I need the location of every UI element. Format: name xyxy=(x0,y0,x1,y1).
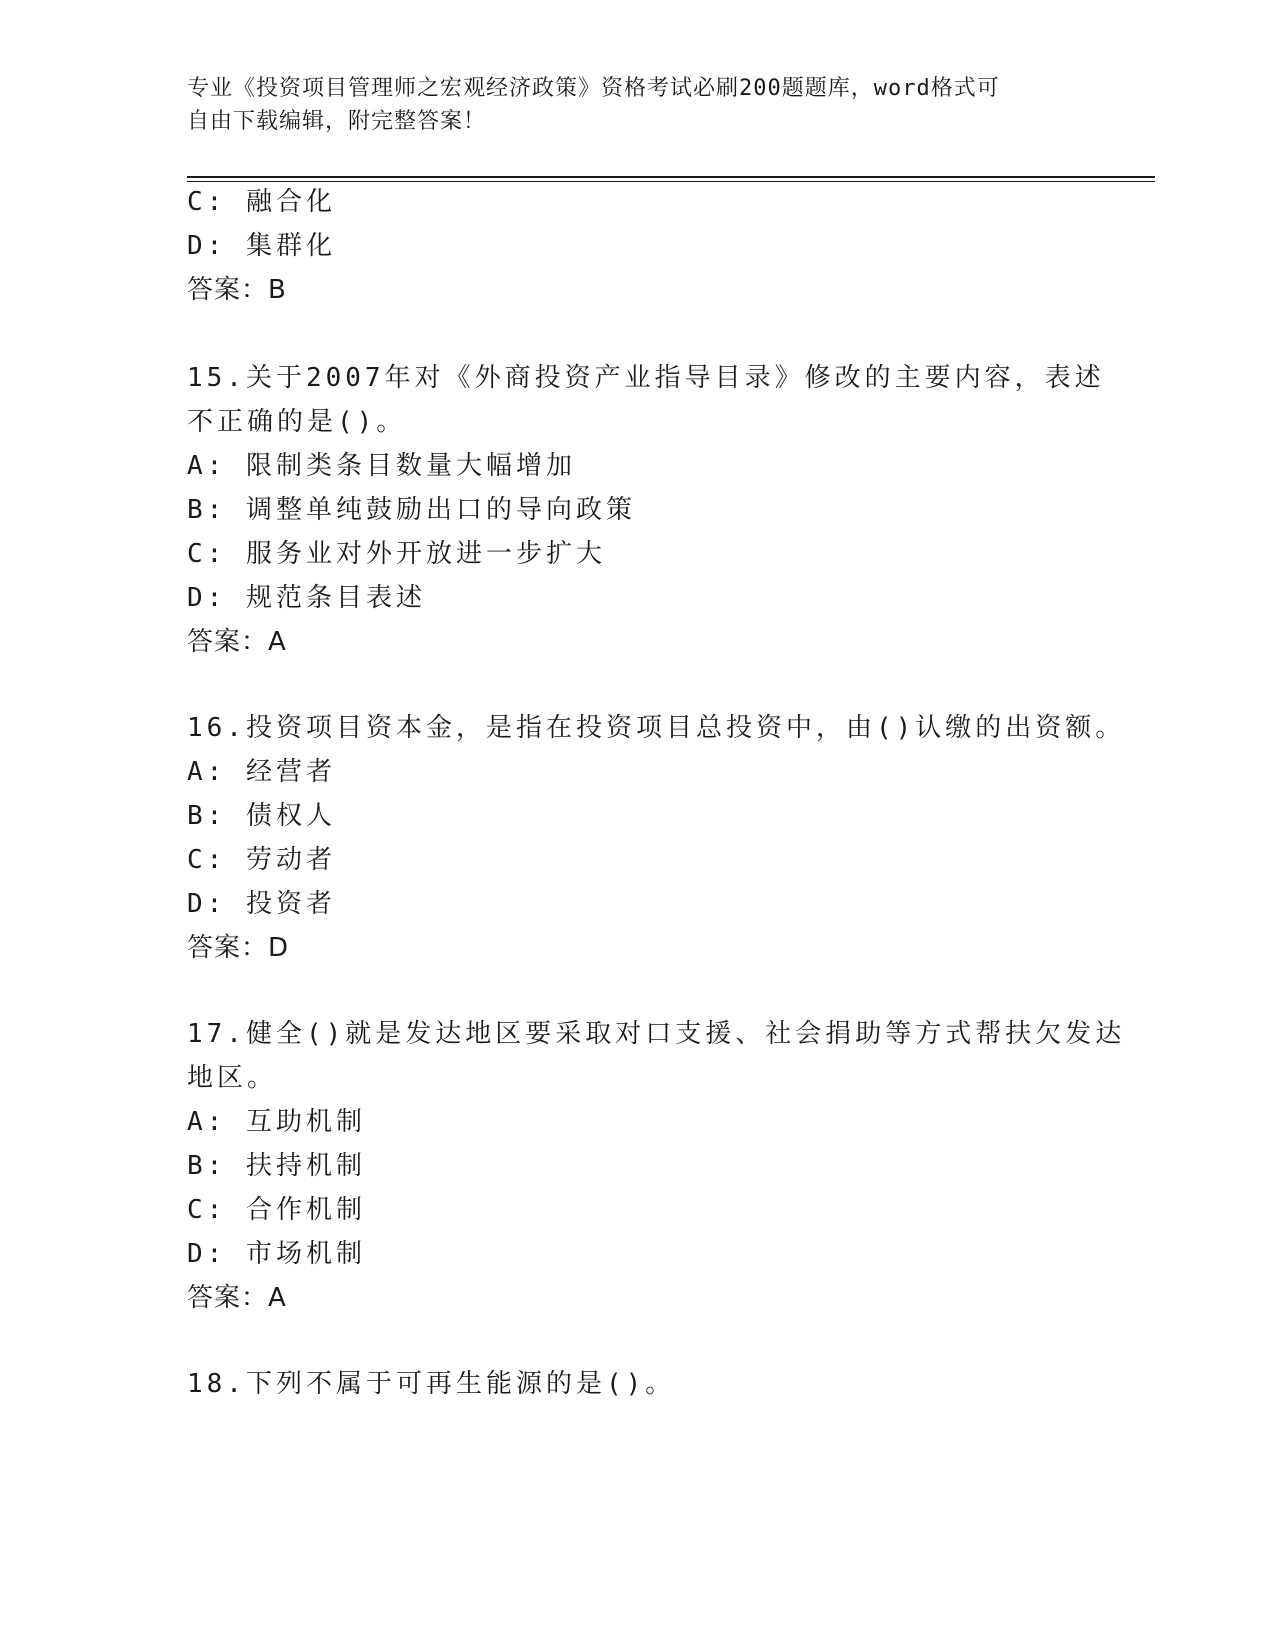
page-header xyxy=(187,72,1067,138)
q16-option-b: B: 债权人 xyxy=(187,801,336,831)
q15-option-a: A: 限制类条目数量大幅增加 xyxy=(187,451,576,481)
q15-option-b: B: 调整单纯鼓励出口的导向政策 xyxy=(187,495,636,525)
q18-stem-line-1: 18.下列不属于可再生能源的是()。 xyxy=(187,1369,676,1399)
q16-stem-line-1: 16.投资项目资本金，是指在投资项目总投资中，由()认缴的出资额。 xyxy=(187,713,1126,743)
q17-option-c: C: 合作机制 xyxy=(187,1195,366,1225)
q15-option-d: D: 规范条目表述 xyxy=(187,583,426,613)
prev-option-d: D: 集群化 xyxy=(187,231,336,261)
prev-answer: 答案：B xyxy=(187,275,287,305)
q17-answer: 答案：A xyxy=(187,1283,287,1313)
q17-option-d: D: 市场机制 xyxy=(187,1239,366,1269)
q17-option-b: B: 扶持机制 xyxy=(187,1151,366,1181)
q15-answer: 答案：A xyxy=(187,627,287,657)
header-title-line-2: 自由下载编辑，附完整答案！ xyxy=(187,109,487,134)
q15-stem-line-1: 15.关于2007年对《外商投资产业指导目录》修改的主要内容，表述 xyxy=(187,363,1105,393)
q15-stem-line-2: 不正确的是()。 xyxy=(187,407,407,437)
q15-option-c: C: 服务业对外开放进一步扩大 xyxy=(187,539,606,569)
q17-option-a: A: 互助机制 xyxy=(187,1107,366,1137)
q16-option-c: C: 劳动者 xyxy=(187,845,336,875)
prev-option-c: C: 融合化 xyxy=(187,187,336,217)
q17-stem-line-1: 17.健全()就是发达地区要采取对口支援、社会捐助等方式帮扶欠发达 xyxy=(187,1019,1126,1049)
header-title-line-1: 专业《投资项目管理师之宏观经济政策》资格考试必刷200题题库，word格式可 xyxy=(187,76,1000,101)
q16-option-a: A: 经营者 xyxy=(187,757,336,787)
q17-stem-line-2: 地区。 xyxy=(187,1063,278,1093)
header-divider-thin xyxy=(187,181,1155,182)
q16-answer: 答案：D xyxy=(187,933,290,963)
header-divider-thick xyxy=(187,176,1155,178)
q16-option-d: D: 投资者 xyxy=(187,889,336,919)
